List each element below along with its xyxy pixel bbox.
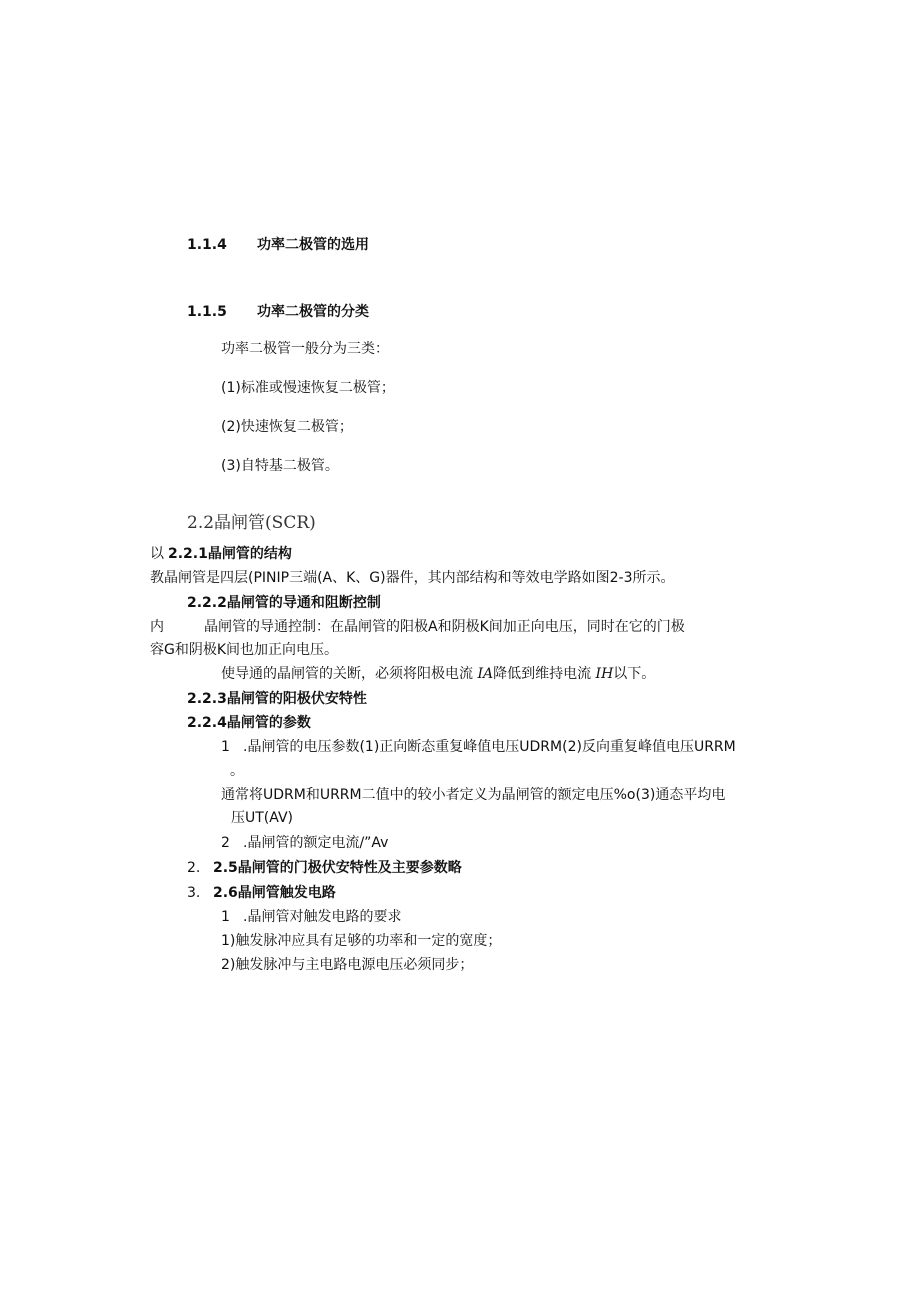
list-text: .晶闸管的额定电流/”Av	[243, 835, 389, 851]
heading-number: 3.	[187, 885, 201, 901]
paragraph-param-note-2: 压UT(AV)	[231, 810, 293, 826]
heading-2-2: 2.2晶闸管(SCR)	[187, 513, 316, 533]
heading-title: 2.6晶闸管触发电路	[213, 885, 336, 901]
list-text: .晶闸管的电压参数(1)正向断态重复峰值电压UDRM(2)反向重复峰值电压URRM	[243, 739, 736, 755]
heading-2-2-1	[150, 545, 292, 563]
list-number: 2	[221, 835, 230, 851]
list-number: 1	[221, 739, 230, 755]
heading-number: 1.1.4	[187, 237, 227, 253]
list-item-trigger-req	[221, 908, 401, 926]
paragraph-conduct-2	[150, 641, 338, 659]
margin-char: 容	[150, 642, 164, 658]
heading-2-2-4: 2.2.4晶闸管的参数	[187, 715, 311, 731]
heading-2-2-3: 2.2.3晶闸管的阳极伏安特性	[187, 691, 367, 707]
heading-1-1-5	[187, 303, 369, 321]
paragraph-text: 晶闸管是四层(PINIP三端(A、K、G)器件，其内部结构和等效电学路如图2-3所示。	[164, 570, 675, 586]
heading-2-2-6	[187, 884, 336, 902]
text-after: 以下。	[613, 666, 656, 682]
text-middle: 降低到维持电流	[493, 666, 592, 682]
symbol-ih: IH	[595, 666, 614, 682]
heading-number: 2.	[187, 860, 201, 876]
list-number: 1	[221, 909, 230, 925]
heading-2-2-2: 2.2.2晶闸管的导通和阻断控制	[187, 595, 381, 611]
margin-char: 教	[150, 570, 164, 586]
paragraph-conduct-1	[150, 618, 685, 636]
heading-number: 1.1.5	[187, 304, 227, 320]
list-item-param-2	[221, 834, 388, 852]
heading-1-1-4	[187, 236, 369, 254]
paragraph-param-note-1: 通常将UDRM和URRM二值中的较小者定义为晶闸管的额定电压%o(3)通态平均电	[221, 787, 726, 803]
margin-char: 内	[150, 619, 164, 635]
heading-title: 2.5晶闸管的门极伏安特性及主要参数略	[213, 860, 462, 876]
margin-char: 以	[150, 546, 164, 562]
list-item-param-1	[221, 738, 736, 756]
paragraph-structure	[150, 569, 674, 587]
list-item-trigger-2: 2)触发脉冲与主电路电源电压必须同步；	[221, 957, 474, 973]
heading-title: 功率二极管的分类	[257, 304, 369, 320]
paragraph-text: 晶闸管的导通控制：在晶闸管的阳极A和阴极K间加正向电压，同时在它的门极	[204, 619, 685, 635]
list-text: .晶闸管对触发电路的要求	[243, 909, 402, 925]
paragraph-classes-intro: 功率二极管一般分为三类：	[221, 341, 389, 357]
heading-title: 功率二极管的选用	[257, 237, 369, 253]
heading-title: 2.2.1晶闸管的结构	[168, 546, 292, 562]
list-item-trigger-1: 1)触发脉冲应具有足够的功率和一定的宽度；	[221, 933, 502, 949]
list-item-class-3: (3)自特基二极管。	[221, 458, 339, 474]
list-item-class-1: (1)标准或慢速恢复二极管；	[221, 380, 395, 396]
text-before: 使导通的晶闸管的关断，必须将阳极电流	[221, 666, 473, 682]
symbol-ia: IA	[477, 666, 494, 682]
paragraph-text: G和阴极K间也加正向电压。	[164, 642, 339, 658]
list-item-class-2: (2)快速恢复二极管；	[221, 419, 353, 435]
heading-2-2-5	[187, 859, 462, 877]
list-item-param-1-cont: 。	[230, 763, 244, 779]
paragraph-turnoff	[221, 665, 655, 683]
